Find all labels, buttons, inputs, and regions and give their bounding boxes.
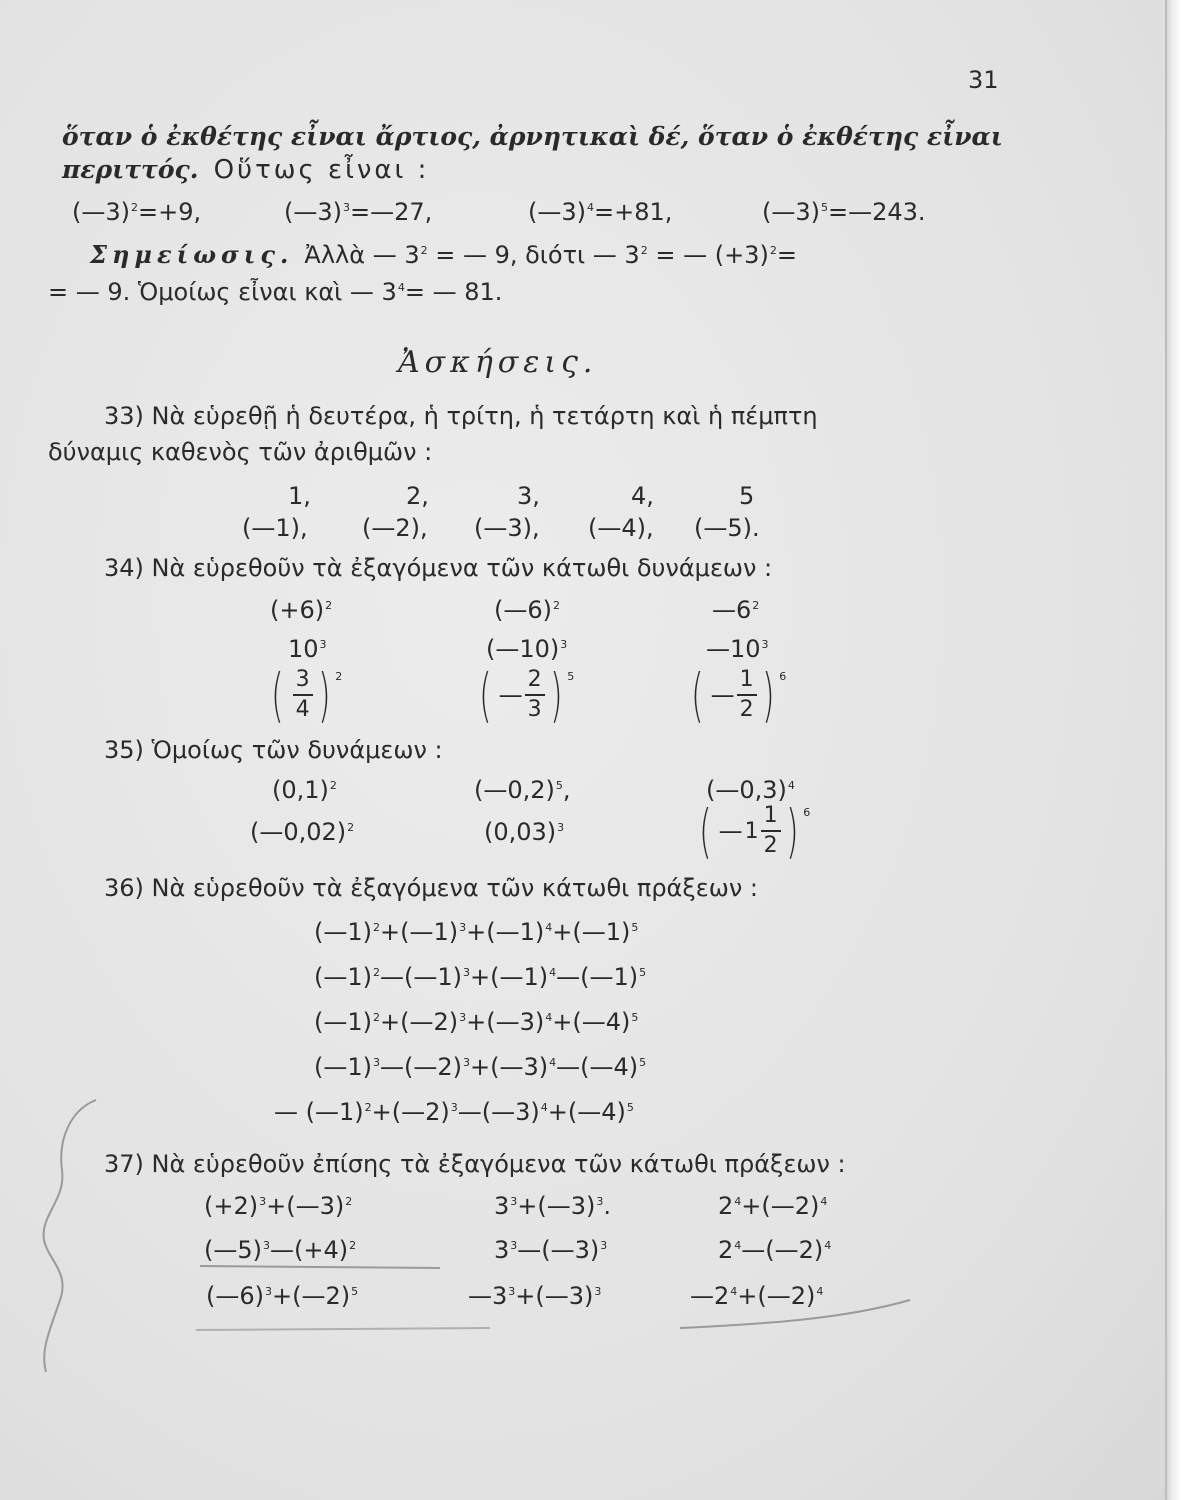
ex37-r1-c2: $3^3+(—3)^3$. [494, 1192, 612, 1220]
ex34-frac-1: ( $\frac{3}{4}$ ) 2 [271, 661, 343, 729]
ex37-r1-c3: $2^4+(—2)^4$ [718, 1192, 828, 1220]
ex33-neg-4: (—4), [588, 514, 654, 542]
intro-word: περιττός. [62, 155, 199, 184]
ex35-mixed-frac: ( — 1 $\frac{1}{2}$ ) 6 [699, 797, 811, 865]
ex36-line-2: (—1)$^2$—(—1)$^3$+(—1)$^4$—(—1)$^5$ [314, 963, 647, 991]
note-line-2: = — 9. Ὁμοίως εἶναι καὶ — $3^4=$ — 81. [48, 278, 503, 306]
note-line-1: Σημείωσις. Ἀλλὰ — $3^2$ = — 9, διότι — $3^2$ = — $(+3)^2=$ [90, 240, 797, 269]
ex33-num-4: 4, [631, 482, 654, 510]
intro-line-1: ὅταν ὁ ἐκθέτης εἶναι ἄρτιος, ἀρνητικαὶ δέ, ὅταν ὁ ἐκθέτης εἶναι [62, 122, 1003, 151]
ex37-r2-c1: $(—5)^3—(+4)^2$ [204, 1236, 357, 1264]
intro-phrase: Οὕτως εἶναι : [213, 155, 430, 185]
ex36-line-1: (—1)$^2$+(—1)$^3$+(—1)$^4$+(—1)$^5$ [314, 918, 639, 946]
ex33-line-1: 33) Νὰ εὑρεθῇ ἡ δευτέρα, ἡ τρίτη, ἡ τετάρτη καὶ ἡ πέμπτη [104, 402, 818, 430]
intro-line-2 [62, 157, 429, 183]
ex36-title: 36) Νὰ εὑρεθοῦν τὰ ἐξαγόμενα τῶν κάτωθι πράξεων : [104, 874, 758, 902]
ex34-frac-2: ( — $\frac{2}{3}$ ) 5 [479, 661, 575, 729]
ex37-title: 37) Νὰ εὑρεθοῦν ἐπίσης τὰ ἐξαγόμενα τῶν κάτωθι πράξεων : [104, 1150, 846, 1178]
ex34-r1-c2: (—6)$^2$ [494, 596, 560, 624]
ex34-r2-c1: $10^3$ [288, 635, 327, 663]
note-label: Σημείωσις. [90, 240, 294, 269]
page-edge [1167, 0, 1181, 1500]
ex35-r1-c2: (—0,2)$^5$, [474, 776, 571, 804]
ex36-line-3: (—1)$^2$+(—2)$^3$+(—3)$^4$+(—4)$^5$ [314, 1008, 639, 1036]
ex36-line-4: (—1)$^3$—(—2)$^3$+(—3)$^4$—(—4)$^5$ [314, 1053, 647, 1081]
ex34-r2-c3: $—10^3$ [706, 635, 769, 663]
ex33-neg-1: (—1), [242, 514, 308, 542]
ex35-title: 35) Ὁμοίως τῶν δυνάμεων : [104, 736, 443, 764]
pencil-underline-2 [196, 1328, 490, 1330]
ex37-r1-c1: $(+2)^3+(—3)^2$ [204, 1192, 353, 1220]
ex33-line-2: δύναμις καθενὸς τῶν ἀριθμῶν : [48, 438, 433, 466]
ex33-num-5: 5 [739, 482, 755, 510]
intro-eq-2: (—3)$^3$=—27, [284, 198, 433, 226]
ex37-r3-c3: $—2^4+(—2)^4$ [690, 1282, 824, 1310]
page-edge-line [1165, 0, 1167, 1500]
ex34-r1-c3: $—6^2$ [712, 596, 760, 624]
intro-eq-3: (—3)$^4$=+81, [528, 198, 673, 226]
intro-eq-1: (—3)$^2$=+9, [72, 198, 202, 226]
ex33-num-2: 2, [406, 482, 429, 510]
ex34-title: 34) Νὰ εὑρεθοῦν τὰ ἐξαγόμενα τῶν κάτωθι δυνάμεων : [104, 554, 773, 582]
ex33-num-3: 3, [517, 482, 540, 510]
pencil-brace [44, 1100, 96, 1372]
ex35-r1-c3: (—0,3)$^4$ [706, 776, 795, 804]
ex34-r2-c2: (—10)$^3$ [486, 635, 568, 663]
ex33-neg-2: (—2), [362, 514, 428, 542]
section-heading: Ἀσκήσεις. [398, 345, 598, 380]
ex37-r2-c3: $2^4—(—2)^4$ [718, 1236, 832, 1264]
pencil-underline-1 [200, 1266, 440, 1268]
intro-eq-4: (—3)$^5$=—243. [762, 198, 926, 226]
ex34-r1-c1: $(+6)^2$ [270, 596, 333, 624]
ex37-r3-c1: (—6)$^3$+(—2)$^5$ [206, 1282, 359, 1310]
ex37-r2-c2: $3^3—(—3)^3$ [494, 1236, 608, 1264]
ex33-neg-3: (—3), [474, 514, 540, 542]
ex33-num-1: 1, [288, 482, 311, 510]
ex35-r2-c1: (—0,02)$^2$ [250, 818, 355, 846]
ex35-r1-c1: $(0,1)^2$ [272, 776, 337, 804]
ex37-r3-c2: $—3^3+(—3)^3$ [468, 1282, 602, 1310]
ex33-neg-5: (—5). [694, 514, 760, 542]
ex36-line-5: — (—1)$^2$+(—2)$^3$—(—3)$^4$+(—4)$^5$ [274, 1098, 634, 1126]
ex34-frac-3: ( — $\frac{1}{2}$ ) 6 [691, 661, 787, 729]
ex35-r2-c2: $(0,03)^3$ [484, 818, 565, 846]
page-number: 31 [968, 66, 999, 94]
